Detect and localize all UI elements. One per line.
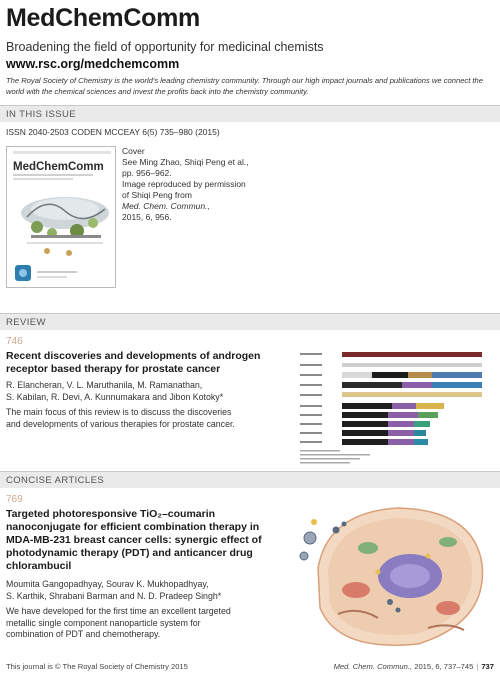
cover-mini-title: MedChemComm bbox=[13, 161, 104, 173]
authors-line: S. Karthik, Shrabani Barman and N. D. Pradeep Singh* bbox=[6, 591, 222, 601]
authors-line: Moumita Gangopadhyay, Sourav K. Mukhopadhyay, bbox=[6, 579, 209, 589]
review-graphical-abstract[interactable] bbox=[298, 350, 494, 468]
cover-illustration bbox=[7, 147, 116, 288]
concise-title[interactable] bbox=[6, 508, 262, 573]
abstract-line: combination of PDT and chemotherapy. bbox=[6, 629, 161, 639]
cover-image[interactable] bbox=[6, 146, 116, 288]
review-title[interactable] bbox=[6, 350, 260, 376]
concise-authors bbox=[6, 578, 221, 602]
section-heading: REVIEW bbox=[6, 317, 46, 328]
journal-tagline: Broadening the field of opportunity for medicinal chemists bbox=[6, 40, 324, 54]
cover-line: of Shiqi Peng from bbox=[122, 190, 192, 200]
cover-line: Med. Chem. Commun., bbox=[122, 201, 210, 211]
title-line: receptor based therapy for prostate cancer bbox=[6, 363, 221, 375]
section-bar-concise-articles bbox=[0, 471, 500, 488]
abstract-line: We have developed for the first time an excellent targeted bbox=[6, 606, 231, 616]
concise-graphical-abstract[interactable] bbox=[298, 498, 494, 654]
review-authors bbox=[6, 379, 223, 403]
title-line: photodynamic therapy (PDT) and anticancer drug bbox=[6, 547, 253, 559]
cell-illustration bbox=[298, 498, 494, 654]
abstract-line: and developments of various therapies for prostate cancer. bbox=[6, 418, 235, 429]
review-page-number: 746 bbox=[6, 336, 23, 347]
cover-line: pp. 956–962. bbox=[122, 168, 172, 178]
cover-heading: Cover bbox=[122, 146, 145, 156]
review-abstract bbox=[6, 407, 235, 430]
authors-line: S. Kabilan, R. Devi, A. Kunnumakara and Jibon Kotoky* bbox=[6, 392, 224, 402]
cover-line: 2015, 6, 956. bbox=[122, 212, 172, 222]
authors-line: R. Elancheran, V. L. Maruthanila, M. Ramanathan, bbox=[6, 380, 203, 390]
footer-page-number: 737 bbox=[481, 662, 494, 671]
footer-separator: | bbox=[476, 662, 479, 671]
cover-line: Image reproduced by permission bbox=[122, 179, 246, 189]
journal-url[interactable]: www.rsc.org/medchemcomm bbox=[6, 57, 180, 71]
section-heading: CONCISE ARTICLES bbox=[6, 475, 105, 486]
title-line: nanoconjugate for efficient combination therapy in bbox=[6, 521, 260, 533]
section-heading: IN THIS ISSUE bbox=[6, 109, 76, 120]
abstract-line: metallic single component nanoparticle system for bbox=[6, 617, 201, 628]
title-line: MDA-MB-231 breast cancer cells: synergic effect of bbox=[6, 534, 262, 546]
receptor-domain-diagram bbox=[298, 350, 494, 468]
footer-copyright: This journal is © The Royal Society of Chemistry 2015 bbox=[6, 662, 188, 671]
title-line: Targeted photoresponsive TiO₂–coumarin bbox=[6, 508, 216, 520]
concise-page-number: 769 bbox=[6, 494, 23, 505]
cover-caption bbox=[122, 146, 262, 223]
concise-abstract bbox=[6, 606, 231, 641]
citation-journal: Med. Chem. Commun., bbox=[333, 662, 413, 671]
section-bar-review bbox=[0, 313, 500, 330]
section-bar-in-this-issue bbox=[0, 105, 500, 122]
title-line: Recent discoveries and developments of androgen bbox=[6, 350, 261, 362]
cover-line: See Ming Zhao, Shiqi Peng et al., bbox=[122, 157, 249, 167]
rsc-intro: The Royal Society of Chemistry is the world's leading chemistry community. Through our high impact journals and publications we connect the world with the chemical sciences and invest the profits back into the chemistry community. bbox=[6, 76, 483, 96]
footer-citation bbox=[334, 662, 494, 671]
journal-title: MedChemComm bbox=[6, 4, 200, 32]
issn-line: ISSN 2040-2503 CODEN MCCEAY 6(5) 735–980 (2015) bbox=[6, 127, 220, 137]
title-line: chlorambucil bbox=[6, 560, 72, 572]
abstract-line: The main focus of this review is to discuss the discoveries bbox=[6, 407, 232, 417]
citation-details: 2015, 6, 737–745 bbox=[412, 662, 474, 671]
